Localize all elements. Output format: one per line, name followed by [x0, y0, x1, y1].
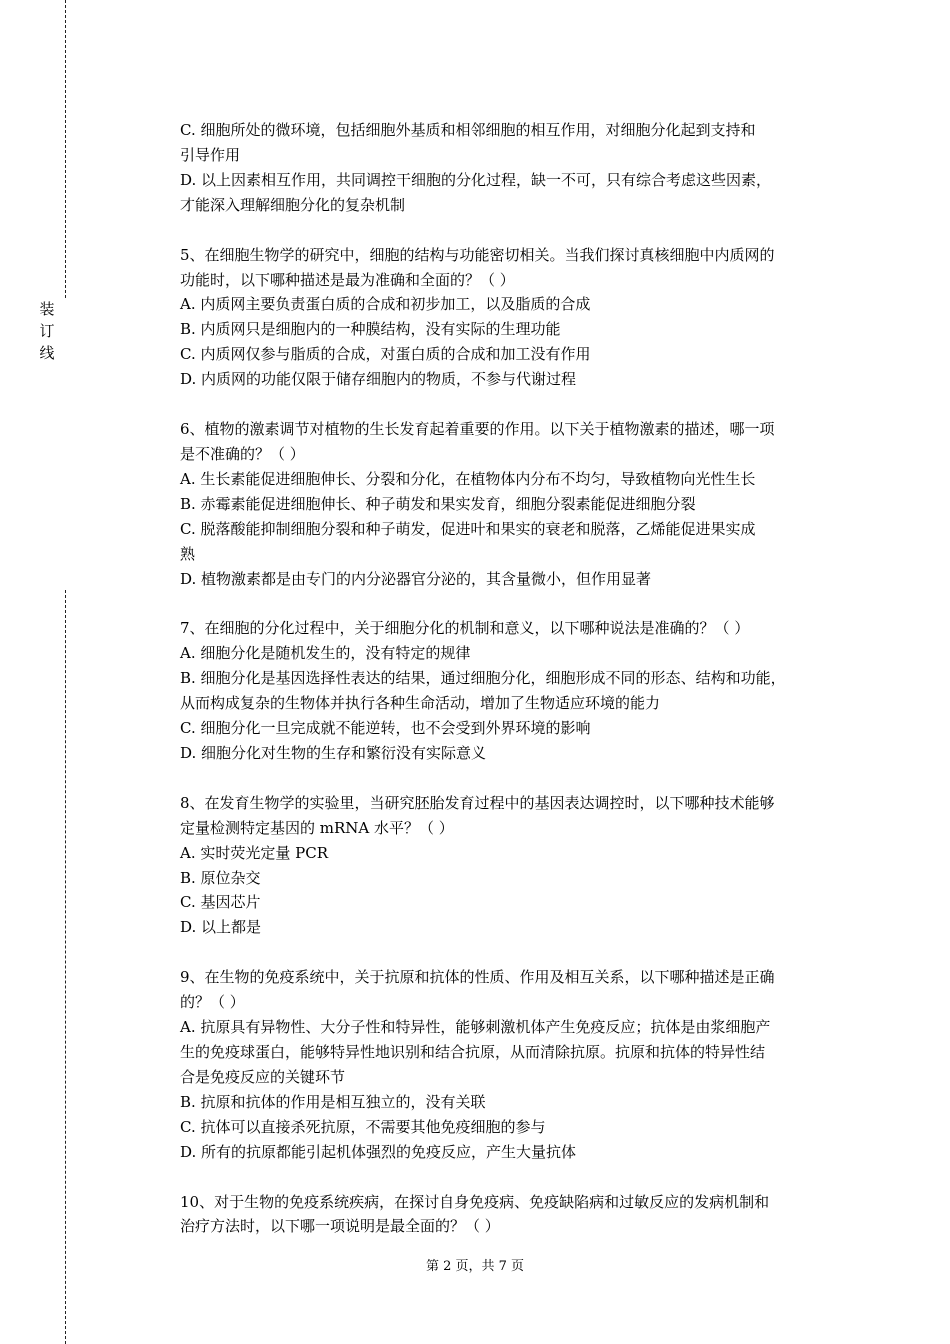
option-b: B. 赤霉素能促进细胞伸长、种子萌发和果实发育，细胞分裂素能促进细胞分裂 — [180, 494, 696, 513]
binding-line-top — [65, 0, 66, 298]
text-line: 合是免疫反应的关键环节 — [180, 1067, 346, 1086]
question-stem: 7、在细胞的分化过程中，关于细胞分化的机制和意义，以下哪种说法是准确的？（ ） — [180, 619, 750, 638]
text-line: 才能深入理解细胞分化的复杂机制 — [180, 195, 406, 214]
option-d: D. 植物激素都是由专门的内分泌器官分泌的，其含量微小，但作用显著 — [180, 569, 652, 588]
option-c: C. 内质网仅参与脂质的合成，对蛋白质的合成和加工没有作用 — [180, 345, 591, 364]
page-content — [180, 118, 852, 1239]
option-b: B. 内质网只是细胞内的一种膜结构，没有实际的生理功能 — [180, 320, 561, 339]
option-d: D. 以上都是 — [180, 918, 262, 937]
question-stem: 功能时，以下哪种描述是最为准确和全面的？（ ） — [180, 270, 515, 289]
text-line: 生的免疫球蛋白，能够特异性地识别和结合抗原，从而清除抗原。抗原和抗体的特异性结 — [180, 1043, 766, 1061]
option-c: C. 细胞所处的微环境，包括细胞外基质和相邻细胞的相互作用，对细胞分化起到支持和 — [180, 121, 756, 139]
question-stem: 5、在细胞生物学的研究中，细胞的结构与功能密切相关。当我们探讨真核细胞中内质网的 — [180, 245, 775, 264]
question-5 — [180, 243, 852, 392]
option-c: C. 脱落酸能抑制细胞分裂和种子萌发，促进叶和果实的衰老和脱落，乙烯能促进果实成 — [180, 519, 756, 538]
text-line: 引导作用 — [180, 145, 241, 164]
text-line: 从而构成复杂的生物体并执行各种生命活动，增加了生物适应环境的能力 — [180, 694, 661, 713]
question-4-continued — [180, 118, 852, 218]
question-stem: 治疗方法时，以下哪一项说明是最全面的？（ ） — [180, 1217, 500, 1236]
question-9 — [180, 965, 852, 1164]
option-b: B. 抗原和抗体的作用是相互独立的，没有关联 — [180, 1092, 486, 1111]
option-a: A. 细胞分化是随机发生的，没有特定的规律 — [180, 644, 471, 663]
binding-line-bottom — [65, 590, 66, 1344]
option-c: C. 抗体可以直接杀死抗原，不需要其他免疫细胞的参与 — [180, 1117, 546, 1136]
question-stem: 定量检测特定基因的 mRNA 水平？（ ） — [180, 818, 454, 837]
option-c: C. 细胞分化一旦完成就不能逆转，也不会受到外界环境的影响 — [180, 719, 591, 738]
option-a: A. 抗原具有异物性、大分子性和特异性，能够刺激机体产生免疫反应；抗体是由浆细胞产 — [180, 1018, 771, 1037]
question-stem: 是不准确的？（ ） — [180, 444, 305, 463]
question-7 — [180, 616, 852, 765]
text-line: 熟 — [180, 544, 196, 563]
binding-line-label: 装订线 — [39, 300, 55, 362]
option-d: D. 以上因素相互作用，共同调控干细胞的分化过程，缺一不可，只有综合考虑这些因素， — [180, 170, 772, 189]
option-a: A. 实时荧光定量 PCR — [180, 843, 329, 862]
option-d: D. 所有的抗原都能引起机体强烈的免疫反应，产生大量抗体 — [180, 1142, 577, 1161]
question-stem: 10、对于生物的免疫系统疾病，在探讨自身免疫病、免疫缺陷病和过敏反应的发病机制和 — [180, 1192, 770, 1211]
option-a: A. 生长素能促进细胞伸长、分裂和分化，在植物体内分布不均匀，导致植物向光性生长 — [180, 469, 756, 488]
question-8 — [180, 791, 852, 940]
question-stem: 的？（ ） — [180, 993, 245, 1012]
page-number: 第 2 页，共 7 页 — [425, 1259, 525, 1274]
option-b: B. 细胞分化是基因选择性表达的结果，通过细胞分化，细胞形成不同的形态、结构和功能， — [180, 669, 786, 688]
question-stem: 8、在发育生物学的实验里，当研究胚胎发育过程中的基因表达调控时，以下哪种技术能够 — [180, 793, 775, 812]
option-d: D. 内质网的功能仅限于储存细胞内的物质，不参与代谢过程 — [180, 370, 577, 389]
option-d: D. 细胞分化对生物的生存和繁衍没有实际意义 — [180, 743, 487, 762]
question-10 — [180, 1190, 852, 1240]
option-c: C. 基因芯片 — [180, 893, 261, 912]
option-a: A. 内质网主要负责蛋白质的合成和初步加工，以及脂质的合成 — [180, 295, 591, 314]
option-b: B. 原位杂交 — [180, 868, 261, 887]
question-6 — [180, 417, 852, 591]
question-stem: 9、在生物的免疫系统中，关于抗原和抗体的性质、作用及相互关系，以下哪种描述是正确 — [180, 968, 775, 987]
question-stem: 6、植物的激素调节对植物的生长发育起着重要的作用。以下关于植物激素的描述，哪一项 — [180, 420, 775, 439]
